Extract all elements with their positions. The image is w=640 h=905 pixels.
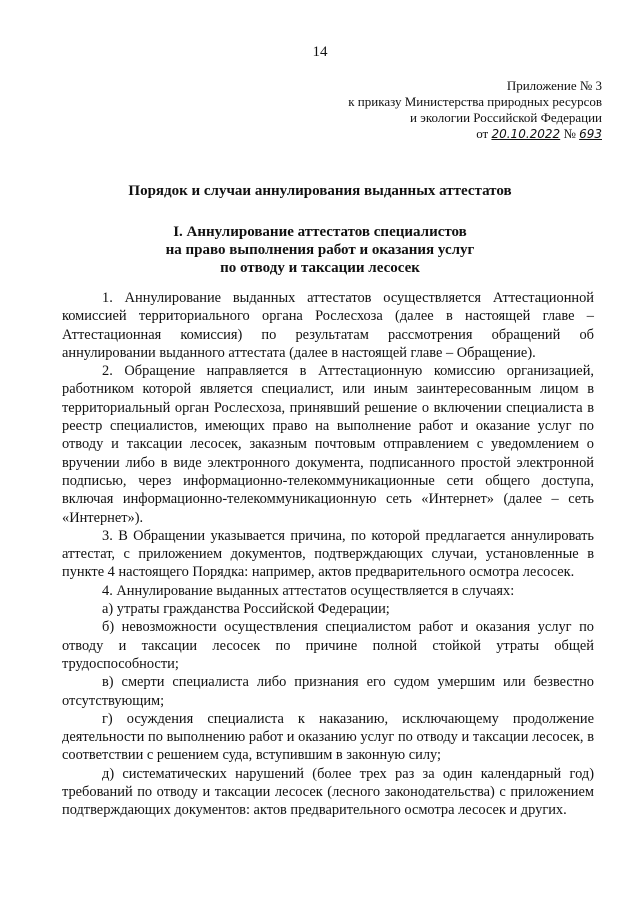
order-number: 693: [579, 127, 602, 141]
list-item-b: б) невозможности осуществления специалистом работ и оказания услуг по отводу и таксации лесосек по причине полной стойкой утраты общей трудоспособности;: [62, 619, 594, 672]
order-prefix: от: [476, 126, 489, 141]
appendix-line-2: к приказу Министерства природных ресурсов: [348, 94, 602, 109]
order-date: 20.10.2022: [491, 127, 561, 141]
paragraph-1: 1. Аннулирование выданных аттестатов осуществляется Аттестационной комиссией территориального органа Рослесхоза (далее в настоящей главе – Аттестационная комиссия) по результатам рассмотрения обращений об аннулировании выданного аттестата (далее в настоящей главе – Обращение).: [62, 290, 594, 361]
appendix-line-3: и экологии Российской Федерации: [410, 110, 602, 125]
page-number: 14: [312, 44, 328, 60]
document-title: Порядок и случаи аннулирования выданных аттестатов: [128, 183, 512, 199]
paragraph-2: 2. Обращение направляется в Аттестационную комиссию организацией, работником которой является специалист, или иным заинтересованным лицом в территориальный орган Рослесхоза, принявший решение о включении специалиста в реестр специалистов, имеющих право на выполнение работ и оказание услуг по отводу и таксации лесосек, заказным почтовым отправлением с уведомлением о вручении либо в виде электронного документа, подписанного простой электронной подписью, через информационно-телекоммуникационные сети общего доступа, включая информационно-телекоммуникационную сеть «Интернет» (далее – сеть «Интернет»).: [62, 363, 594, 526]
paragraph-3: 3. В Обращении указывается причина, по которой предлагается аннулировать аттестат, с приложением документов, подтверждающих случаи, установленные в пункте 4 настоящего Порядка: например, актов предварительного осмотра лесосек.: [62, 527, 594, 581]
list-item-a: а) утраты гражданства Российской Федерации;: [102, 601, 390, 618]
paragraph-4: 4. Аннулирование выданных аттестатов осуществляется в случаях:: [102, 582, 515, 599]
section-heading-line-1: I. Аннулирование аттестатов специалистов: [173, 224, 467, 240]
appendix-header: [348, 78, 602, 142]
section-heading-line-3: по отводу и таксации лесосек: [220, 260, 420, 276]
order-number-label: №: [563, 126, 576, 141]
list-item-c: в) смерти специалиста либо признания его судом умершим или безвестно отсутствующим;: [62, 674, 594, 709]
section-heading-line-2: на право выполнения работ и оказания услуг: [165, 242, 475, 258]
list-item-e: д) систематических нарушений (более трех раз за один календарный год) требований по отводу и таксации лесосек (лесного законодательства) с приложением подтверждающих документов: актов предварительного осмотра лесосек и других.: [62, 765, 594, 819]
document-body: [62, 289, 594, 820]
section-heading: [0, 223, 640, 277]
list-item-d: г) осуждения специалиста к наказанию, исключающему продолжение деятельности по выполнению работ и оказанию услуг по отводу и таксации лесосек, в соответствии с решением суда, вступившим в законную силу;: [62, 710, 594, 764]
appendix-line-1: Приложение № 3: [506, 78, 602, 93]
order-reference: [476, 126, 602, 142]
